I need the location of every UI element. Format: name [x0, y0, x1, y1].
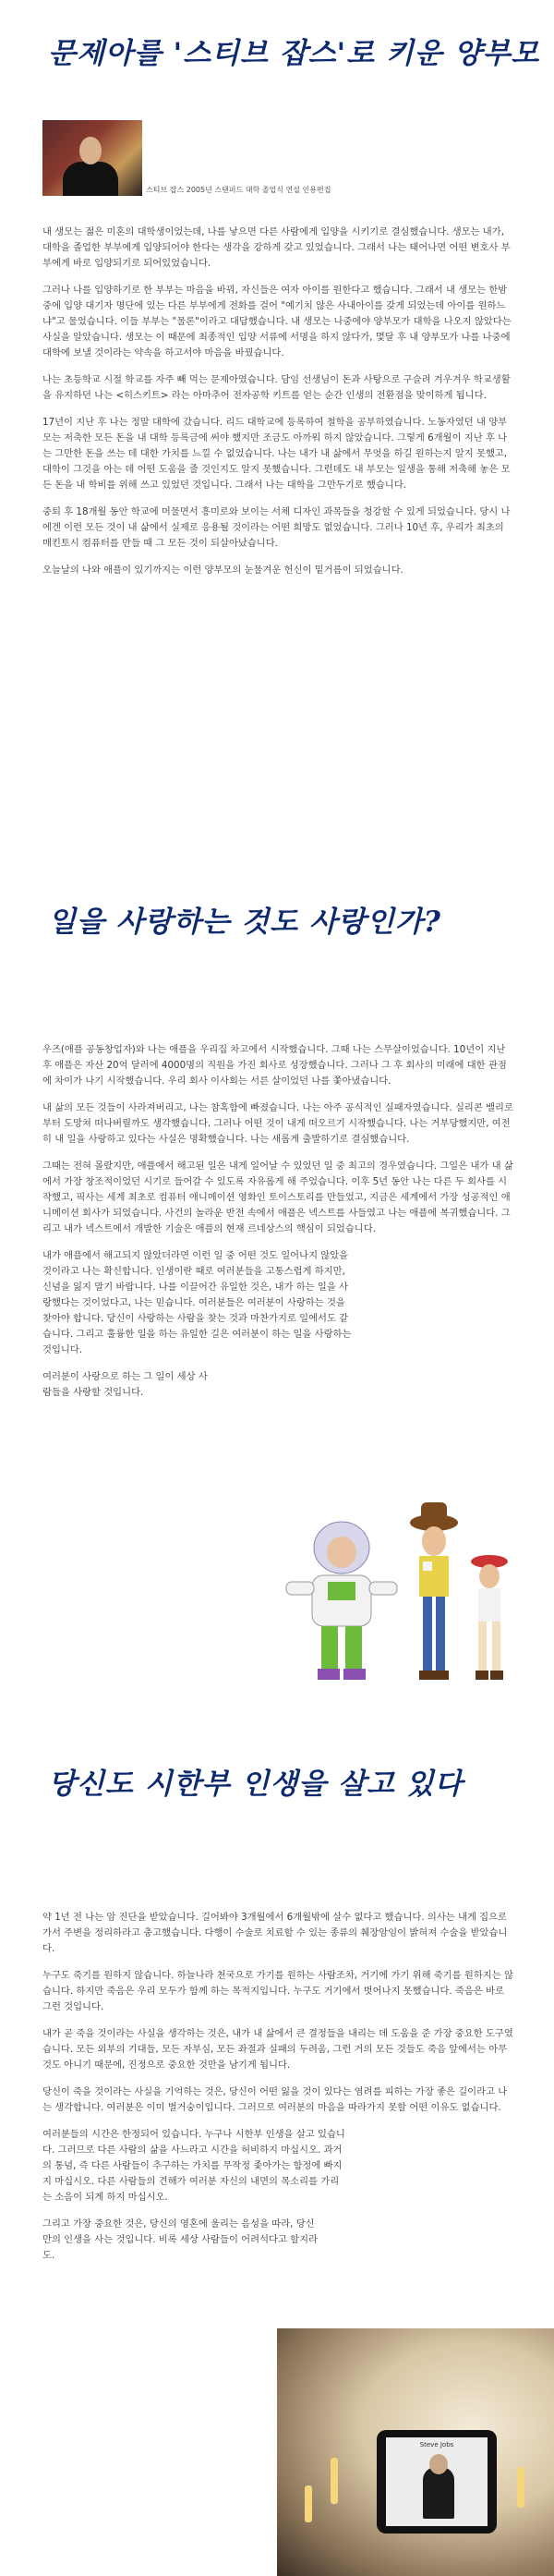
paragraph: 그러나 나를 입양하기로 한 부부는 마음을 바꿔, 자신들은 여자 아이를 원한다고 했습니다. 그래서 내 생모는 한밤중에 입양 대기자 명단에 있는 다른 부부에게 전화를 걸어 "예기치 않은 사내아이를 갖게 되었는데 아이를 원하느냐"고 물었습니다. 이들 부부는 "물론"이라고 대답했습니다. 내 생모는 나중에야 양부모가 대학을 나오지 않았다는 사실을 알았습니다. 생모는 이 때문에 최종적인 입양 서류에 서명을 하지 않다가, 몇달 후 내 양부모가 나를 나중에 대학에 보낼 것이라는 약속을 하고서야 마음을 바꿨습니다.	[42, 285, 512, 358]
phone-screen-text: Steve Jobs	[419, 2441, 454, 2448]
paragraph: 중퇴 후 18개월 동안 학교에 머물면서 흥미로와 보이는 서체 디자인 과목들을 청강할 수 있게 되었습니다. 당시 나에겐 이런 모든 것이 내 삶에서 실제로 응용될 것이라는 어떤 희망도 없었습니다. 그러나 10년 후, 우리가 최초의 매킨토시 컴퓨터를 만들 때 그 모든 것이 되살아났습니다.	[42, 506, 511, 549]
candle	[305, 2485, 312, 2522]
portrait-shape	[423, 2467, 454, 2519]
paragraph: 그리고 가장 중요한 것은, 당신의 영혼에 울리는 음성을 따라, 당신만의 인생을 사는 것입니다. 비록 세상 사람들이 어려석다고 할지라도.	[42, 2218, 319, 2261]
paragraph: 17년이 지난 후 나는 정말 대학에 갔습니다. 리드 대학교에 등록하여 철학을 공부하였습니다. 노동자였던 내 양부모는 저축한 모든 돈을 내 대학 등록금에 써야 했지만 조금도 아까워 하지 않았습니다. 그렇게 6개월이 지난 후 나는 그만한 돈을 쓰는 데 대한 가치를 느낄 수 없었습니다. 나는 내가 내 삶에서 무엇을 하길 원하는지 알지 못했고, 대학이 그것을 아는 데 어떤 도움을 줄 것인지도 알지 못했습니다. 그런데도 내 부모는 일생을 통해 저축해 놓은 모든 돈을 내 학비를 위해 쓰고 있었던 것입니다. 그래서 나는 대학을 그만두기로 했습니다.	[42, 417, 511, 491]
buzz-figure	[286, 1522, 397, 1680]
section2-title: 일을 사랑하는 것도 사랑인가?	[48, 905, 441, 939]
head-shape	[79, 137, 102, 164]
jessie-figure	[471, 1555, 508, 1680]
woody-figure	[410, 1502, 458, 1680]
phone-screen	[386, 2437, 488, 2526]
paragraph: 내가 곧 죽을 것이라는 사실을 생각하는 것은, 내가 내 삶에서 큰 결정들을 내리는 데 도움을 준 가장 중요한 도구였습니다. 모든 외부의 기대들, 모든 자부심, 모든 좌절과 실패의 두려움, 그런 거의 모든 것들도 죽음 앞에서는 아무것도 아니기 때문에, 진정으로 중요한 것만을 남기게 됩니다.	[42, 2028, 513, 2071]
candle	[331, 2458, 338, 2504]
paragraph: 내 삶의 모든 것들이 사라져버리고, 나는 참혹함에 빠졌습니다. 나는 아주 공식적인 실패자였습니다. 실리콘 밸리로부터 도망쳐 떠나버릴까도 생각했습니다. 그러나 어떤 것이 내게 떠오르기 시작했습니다. 나는 거부당했지만, 여전히 내 일을 사랑하고 있다는 사실은 명확했습니다. 나는 새롭게 출발하기로 결심했습니다.	[42, 1102, 513, 1145]
paragraph: 그때는 전혀 몰랐지만, 애플에서 해고된 일은 내게 일어날 수 있었던 일 중 최고의 경우였습니다. 그일은 내가 내 삶에서 가장 창조적이었던 시기로 들어갈 수 있도록 자유롭게 해 주었습니다. 이후 5년 동안 나는 다른 두 회사를 시작했고, 픽사는 세계 최초로 컴퓨터 애니메이션 영화인 토이스토리를 만들었고, 지금은 세계에서 가장 성공적인 애니메이션 회사가 되었습니다. 사건의 놀라운 반전 속에서 애플은 넥스트를 사들였고 나는 애플에 복귀했습니다. 그리고 내가 넥스트에서 개발한 기술은 애플의 현재 르네상스의 핵심이 되었습니다.	[42, 1160, 513, 1234]
paragraph: 여러분들의 시간은 한정되어 있습니다. 누구나 시한부 인생을 살고 있습니다. 그러므로 다른 사람의 삶을 사느라고 시간을 허비하지 마십시오. 과거의 통념, 즉 다른 사람들이 추구하는 가치를 무작정 좇아가는 함정에 빠지지 마십시오. 다른 사람들의 견해가 여러분 자신의 내면의 목소리를 가리는 소음이 되게 하지 마십시오.	[42, 2129, 345, 2203]
paragraph: 우즈(애플 공동창업자)와 나는 애플을 우리집 차고에서 시작했습니다. 그때 나는 스무살이었습니다. 10년이 지난 후 애플은 자산 20억 달러에 4000명의 직원을 가진 회사로 성장했습니다. 그러나 그 후 회사의 미래에 대한 관점에 차이가 나기 시작했습니다. 우리 회사 이사회는 서른 살이었던 나를 쫓아냈습니다.	[42, 1044, 507, 1087]
section2-body	[42, 1042, 513, 1412]
paragraph: 오늘날의 나와 애플이 있기까지는 이런 양부모의 눈물겨운 헌신이 밑거름이 되었습니다.	[42, 565, 403, 576]
paragraph: 여러분이 사랑으로 하는 그 일이 세상 사람들을 사랑할 것입니다.	[42, 1371, 208, 1398]
photo-caption: 스티브 잡스 2005년 스탠퍼드 대학 졸업식 연설 인용편집	[146, 186, 331, 194]
portrait-face	[429, 2454, 448, 2474]
section3-body	[42, 1910, 513, 2275]
phone-device	[377, 2430, 497, 2533]
toy-story-illustration	[277, 1497, 526, 1691]
robe-shape	[63, 162, 118, 196]
paragraph: 내가 애플에서 해고되지 않았더라면 이런 일 중 어떤 것도 일어나지 않았을 것이라고 나는 확신합니다. 인생이란 때로 여러분들을 고통스럽게 하지만, 신념을 잃지 말기 바랍니다. 나를 이끌어간 유일한 것은, 내가 하는 일을 사랑했다는 것이었다고, 나는 믿습니다. 여러분들은 여러분이 사랑하는 것을 찾아야 합니다. 당신이 사랑하는 사람을 찾는 것과 마찬가지로 일에서도 같습니다. 그리고 훌륭한 일을 하는 유일한 길은 여러분이 하는 일을 사랑하는 것입니다.	[42, 1250, 352, 1355]
candle-memorial-photo	[277, 2328, 554, 2576]
candle	[517, 2467, 524, 2508]
section1-title: 문제아를 '스티브 잡스'로 키운 양부모	[48, 37, 540, 70]
section3-title: 당신도 시한부 인생을 살고 있다	[48, 1768, 464, 1801]
paragraph: 나는 초등학교 시절 학교를 자주 빼 먹는 문제아였습니다. 담임 선생님이 돈과 사탕으로 구슬려 겨우겨우 학교생활을 유지하던 나는 <히스키트> 라는 아마추어 전자공학 키트를 얻는 순간 인생의 전환점을 맞이하게 됩니다.	[42, 374, 511, 401]
graduation-speech-photo	[42, 120, 142, 196]
paragraph: 당신이 죽을 것이라는 사실을 기억하는 것은, 당신이 어떤 잃을 것이 있다는 염려를 피하는 가장 좋은 길이라고 나는 생각합니다. 여러분은 이미 벌거숭이입니다. 그러므로 여러분의 마음을 따라가지 못할 어떤 이유도 없습니다.	[42, 2086, 508, 2113]
paragraph: 내 생모는 젊은 미혼의 대학생이었는데, 나를 낳으면 다른 사람에게 입양을 시키기로 결심했습니다. 생모는 내가, 대학을 졸업한 부부에게 입양되어야 한다는 생각을 강하게 갖고 있었습니다. 그래서 나는 태어나면 어떤 변호사 부부에게 바로 입양되기로 되어있었습니다.	[42, 226, 511, 269]
section1-body	[42, 225, 513, 589]
paragraph: 누구도 죽기를 원하지 않습니다. 하늘나라 천국으로 가기를 원하는 사람조차, 거기에 가기 위해 죽기를 원하지는 않습니다. 하지만 죽음은 우리 모두가 함께 하는 목적지입니다. 누구도 거기에서 벗어나지 못했습니다. 죽음은 바로 그런 것입니다.	[42, 1970, 513, 2012]
paragraph: 약 1년 전 나는 암 진단을 받았습니다. 길어봐야 3개월에서 6개월밖에 살수 없다고 했습니다. 의사는 내게 집으로 가서 주변을 정리하라고 충고했습니다. 다행이 수술로 치료할 수 있는 종류의 췌장암임이 밝혀져 수술을 받았습니다.	[42, 1912, 508, 1954]
